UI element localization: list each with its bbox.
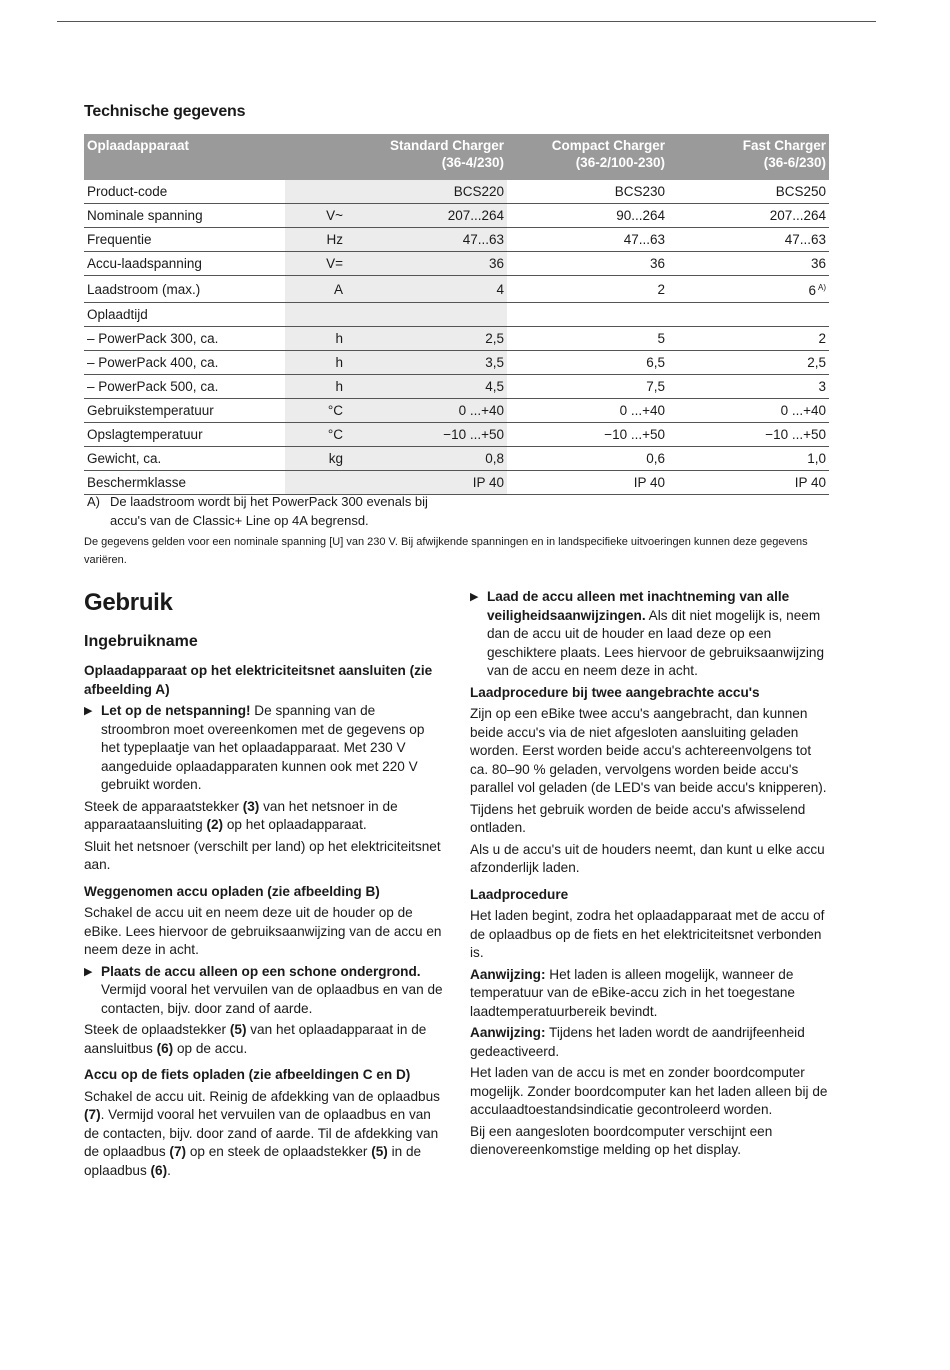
paragraph-connect-cord: Sluit het netsnoer (verschilt per land) op het elektriciteitsnet aan. [84, 838, 441, 872]
value-standard-text: 4 [496, 281, 504, 297]
ref: (3) [242, 798, 260, 814]
row-unit [285, 204, 346, 228]
bullet-triangle-icon: ▶ [84, 965, 93, 978]
value-fast [668, 303, 829, 327]
ref: (2) [206, 817, 224, 832]
text: in de oplaadbus [84, 1144, 422, 1178]
value-fast-text: 2,5 [807, 355, 826, 370]
table-row [84, 375, 829, 399]
row-label [84, 351, 285, 375]
value-compact [507, 252, 668, 276]
row-label [84, 399, 285, 423]
footnote-line2: accu's van de Classic+ Line op 4A begrensd. [110, 513, 369, 528]
row-label [84, 228, 285, 252]
row-label [84, 276, 285, 303]
value-fast [668, 471, 829, 495]
subheading-on-bike: Accu op de fiets opladen (zie afbeeldingen C en D) [84, 1067, 411, 1082]
value-compact [507, 228, 668, 252]
row-unit [285, 375, 346, 399]
row-unit [285, 471, 346, 495]
value-fast-text: 2 [818, 331, 826, 346]
value-compact [507, 471, 668, 495]
header-device: Oplaadapparaat [84, 134, 285, 180]
value-compact-text: BCS230 [614, 184, 665, 199]
value-fast-text: 0 ...+40 [780, 403, 826, 418]
row-label-text: Laadstroom (max.) [87, 281, 201, 297]
footnote-line1: De laadstroom wordt bij het PowerPack 300 evenals bij [110, 494, 428, 509]
bullet-safety [470, 588, 830, 681]
value-compact [507, 303, 668, 327]
row-label-text: Oplaadtijd [87, 307, 148, 322]
header-standard-model: (36-4/230) [441, 155, 504, 170]
value-standard [346, 471, 507, 495]
value-standard [346, 303, 507, 327]
text: Steek de oplaadstekker [84, 1022, 230, 1037]
bullet-bold: Let op de netspanning! [101, 703, 251, 718]
table-row [84, 447, 829, 471]
value-standard-text: 36 [488, 256, 504, 271]
ref: (5) [371, 1144, 388, 1159]
bullet-clean-surface [84, 963, 444, 1019]
value-standard [346, 351, 507, 375]
note-label: Aanwijzing: [470, 1025, 546, 1040]
row-label-text: Opslagtemperatuur [87, 427, 203, 442]
value-fast-text: IP 40 [794, 475, 826, 490]
header-rule [57, 21, 876, 22]
value-compact [507, 351, 668, 375]
value-compact-text: 6,5 [646, 355, 665, 370]
bullet-text: De spanning van de stroombron moet overeenkomen met de gegevens op het typeplaatje van het oplaadapparaat. Met 230 V aangeduide oplaadapparaten kunnen ook met 220 V gebruikt worden. [101, 703, 425, 792]
value-compact-text: 7,5 [646, 379, 665, 394]
ref: (5) [229, 1022, 247, 1037]
header-standard [346, 134, 507, 180]
value-fast-text: 6 [808, 283, 816, 298]
footnote [87, 492, 428, 530]
bullet-bold: Laad de accu alleen met inachtneming van alle veiligheidsaanwijzingen. [487, 589, 790, 623]
table-row [84, 327, 829, 351]
value-compact [507, 447, 668, 471]
row-label-text: – PowerPack 300, ca. [87, 331, 219, 346]
bullet-text: Vermijd vooral het vervuilen van de oplaadbus en van de contacten, bijv. door zand of aarde. [101, 982, 443, 1016]
row-label [84, 423, 285, 447]
heading-ingebruikname: Ingebruikname [84, 633, 198, 650]
value-fast [668, 180, 829, 204]
text: op de accu. [173, 1040, 248, 1056]
row-unit-text: h [335, 331, 343, 346]
paragraph-alternating: Tijdens het gebruik worden de beide accu's afwisselend ontladen. [470, 801, 806, 835]
row-unit-text: A [333, 281, 343, 297]
value-standard [346, 399, 507, 423]
header-compact [507, 134, 668, 180]
row-unit-text: °C [327, 403, 343, 418]
value-compact-text: IP 40 [633, 475, 665, 490]
row-unit [285, 180, 346, 204]
footnote-mark: A) [87, 494, 100, 509]
paragraph-on-bike [84, 1088, 444, 1181]
ref: (7) [169, 1144, 187, 1159]
value-compact [507, 399, 668, 423]
note-text: Het laden is alleen mogelijk, wanneer de temperatuur van de eBike-accu zich in het toegestane laadtemperatuurbereik bevindt. [470, 966, 795, 1019]
row-unit [285, 423, 346, 447]
row-unit [285, 252, 346, 276]
subheading-connect-mains: Oplaadapparaat op het elektriciteitsnet aansluiten (zie afbeelding A) [84, 663, 433, 697]
row-label [84, 471, 285, 495]
row-unit-text: V~ [326, 208, 343, 223]
table-row [84, 399, 829, 423]
value-compact [507, 180, 668, 204]
note-drive-unit [470, 1024, 830, 1061]
text: Steek de apparaatstekker [84, 798, 243, 814]
value-compact [507, 327, 668, 351]
heading-gebruik: Gebruik [84, 589, 173, 616]
value-compact [507, 204, 668, 228]
row-label-text: – PowerPack 500, ca. [87, 379, 219, 394]
row-unit-text: kg [328, 451, 343, 466]
text: van het oplaadapparaat in de aansluitbus [84, 1022, 427, 1056]
value-standard-text: 4,5 [485, 379, 504, 394]
table-row [84, 204, 829, 228]
table-row [84, 180, 829, 204]
table-row [84, 351, 829, 375]
row-unit-text: h [335, 379, 343, 394]
subheading-removed-battery: Weggenomen accu opladen (zie afbeelding B) [84, 883, 380, 899]
row-unit-text: Hz [326, 232, 343, 247]
row-label [84, 327, 285, 351]
row-unit [285, 276, 346, 303]
value-standard-text: BCS220 [453, 184, 504, 199]
row-unit [285, 447, 346, 471]
value-compact-text: 36 [649, 256, 665, 271]
note-label: Aanwijzing: [470, 966, 546, 982]
row-label [84, 252, 285, 276]
row-label-text: Gebruikstemperatuur [87, 403, 214, 418]
table-row [84, 228, 829, 252]
value-fast [668, 228, 829, 252]
row-label-text: Accu-laadspanning [87, 256, 202, 271]
header-fast-model: (36-6/230) [763, 155, 826, 170]
paragraph-plug-device [84, 798, 444, 835]
text: van het netsnoer in de apparaataansluiting [84, 798, 398, 832]
left-column [84, 588, 444, 1183]
value-fast-text: BCS250 [775, 184, 826, 199]
value-standard [346, 204, 507, 228]
row-unit-text: °C [327, 427, 343, 442]
paragraph-boardcomputer: Het laden van de accu is met en zonder boordcomputer mogelijk. Zonder boordcomputer kan het laden alleen bij de acculaadtoestandsindicatie gecontroleerd worden. [470, 1065, 828, 1117]
value-standard-text: 0,8 [485, 451, 504, 466]
subheading-two-batteries: Laadprocedure bij twee aangebrachte accu's [470, 684, 760, 700]
header-fast-name: Fast Charger [742, 138, 826, 153]
value-fast [668, 204, 829, 228]
value-standard [346, 375, 507, 399]
value-standard [346, 327, 507, 351]
row-unit [285, 351, 346, 375]
table-row [84, 252, 829, 276]
value-standard-text: 207...264 [447, 208, 504, 223]
header-fast [668, 134, 829, 180]
paragraph-separate: Als u de accu's uit de houders neemt, dan kunt u elke accu afzonderlijk laden. [470, 841, 825, 875]
row-label-text: Product-code [87, 184, 168, 199]
row-unit [285, 399, 346, 423]
value-standard-text: −10 ...+50 [443, 427, 504, 442]
value-compact [507, 423, 668, 447]
paragraph-display-message: Bij een aangesloten boordcomputer verschijnt een dienovereenkomstige melding op het display. [470, 1123, 773, 1157]
row-label [84, 375, 285, 399]
value-compact-text: 47...63 [623, 232, 665, 247]
row-label-text: – PowerPack 400, ca. [87, 355, 219, 370]
header-unit [285, 134, 346, 180]
value-fast-text: 47...63 [784, 232, 826, 247]
ref: (6) [156, 1040, 174, 1056]
text: Schakel de accu uit. Reinig de afdekking van de oplaadbus [84, 1088, 440, 1104]
value-compact-text: −10 ...+50 [604, 427, 665, 442]
table-row [84, 303, 829, 327]
value-compact-text: 90...264 [616, 208, 665, 223]
value-compact-text: 2 [657, 281, 665, 297]
value-fast [668, 252, 829, 276]
note-text: Tijdens het laden wordt de aandrijfeenheid gedeactiveerd. [470, 1025, 805, 1059]
text: op en steek de oplaadstekker [186, 1144, 372, 1159]
value-standard-text: 0 ...+40 [458, 403, 504, 418]
header-compact-model: (36-2/100-230) [575, 155, 665, 170]
subheading-charging-procedure: Laadprocedure [470, 886, 569, 902]
row-label [84, 303, 285, 327]
value-compact-text: 0,6 [646, 451, 665, 466]
table-row [84, 471, 829, 495]
bullet-bold: Plaats de accu alleen op een schone ondergrond. [101, 963, 421, 979]
value-fast-text: 3 [818, 379, 826, 394]
value-compact-text: 0 ...+40 [619, 403, 665, 418]
footnote-ref: A) [818, 283, 826, 292]
value-fast [668, 276, 829, 303]
value-standard-text: IP 40 [472, 475, 504, 490]
text: . [167, 1162, 171, 1178]
note-temperature [470, 966, 830, 1022]
value-standard-text: 47...63 [462, 232, 504, 247]
row-label [84, 447, 285, 471]
bullet-triangle-icon: ▶ [84, 705, 93, 717]
bullet-text: Als dit niet mogelijk is, neem dan de accu uit de houder en laad deze op een geschiktere plaats. Lees hiervoor de gebruiksaanwijzing van de accu en neem deze in acht. [487, 607, 825, 678]
table-header-row [84, 134, 829, 180]
value-standard [346, 276, 507, 303]
value-fast [668, 447, 829, 471]
value-standard [346, 423, 507, 447]
value-compact-text: 5 [657, 331, 665, 346]
row-label-text: Beschermklasse [87, 475, 187, 490]
paragraph-remove-battery: Schakel de accu uit en neem deze uit de houder op de eBike. Lees hiervoor de gebruiksaanwijzing van de accu en neem deze in acht. [84, 905, 442, 957]
row-unit-text: V= [326, 256, 343, 271]
row-unit [285, 303, 346, 327]
value-fast [668, 351, 829, 375]
value-fast [668, 423, 829, 447]
row-label-text: Gewicht, ca. [87, 451, 162, 466]
paragraph-two-batteries: Zijn op een eBike twee accu's aangebracht, dan kunnen beide accu's via de niet afgesloten aansluiting geladen worden. Eerst worden beide accu's achtereenvolgens tot ca. 80–90 % geladen, vervolgens worden beide accu's parallel vol geladen (de LED's van beide accu's knipperen). [470, 706, 827, 795]
right-column [470, 588, 830, 1163]
voltage-note: De gegevens gelden voor een nominale spanning [U] van 230 V. Bij afwijkende spanningen en in landspecifieke uitvoeringen kunnen deze gegevens variëren. [84, 536, 808, 566]
value-standard [346, 180, 507, 204]
row-label [84, 180, 285, 204]
specs-table [84, 134, 829, 495]
value-standard-text: 3,5 [485, 355, 504, 370]
row-label-text: Nominale spanning [87, 208, 203, 223]
paragraph-plug-charger [84, 1021, 444, 1058]
table-row [84, 276, 829, 303]
table-row [84, 423, 829, 447]
value-standard [346, 252, 507, 276]
text: . Vermijd vooral het vervuilen van de oplaadbus en van de contacten, bijv. door zand of aarde. Til de afdekking van de oplaadbus [84, 1107, 439, 1159]
value-fast-text: 36 [810, 256, 826, 271]
paragraph-charging-starts: Het laden begint, zodra het oplaadapparaat met de accu of de oplaadbus op de fiets en het elektriciteitsnet verbonden is. [470, 908, 825, 960]
section-title: Technische gegevens [84, 103, 246, 120]
ref: (7) [84, 1107, 101, 1122]
bullet-mains-voltage [84, 702, 444, 795]
value-fast [668, 375, 829, 399]
row-unit [285, 228, 346, 252]
value-fast-text: 207...264 [769, 208, 826, 223]
text: op het oplaadapparaat. [223, 817, 367, 832]
value-fast-text: −10 ...+50 [765, 427, 826, 442]
row-label-text: Frequentie [87, 232, 152, 247]
value-compact [507, 276, 668, 303]
value-fast [668, 399, 829, 423]
value-fast-text: 1,0 [807, 451, 826, 466]
bullet-triangle-icon: ▶ [470, 591, 479, 603]
header-compact-name: Compact Charger [551, 138, 665, 153]
row-label [84, 204, 285, 228]
header-standard-name: Standard Charger [389, 138, 504, 153]
value-standard [346, 447, 507, 471]
value-standard-text: 2,5 [485, 331, 504, 346]
row-unit [285, 327, 346, 351]
value-fast [668, 327, 829, 351]
ref: (6) [150, 1162, 168, 1178]
row-unit-text: h [335, 355, 343, 370]
value-compact [507, 375, 668, 399]
value-standard [346, 228, 507, 252]
